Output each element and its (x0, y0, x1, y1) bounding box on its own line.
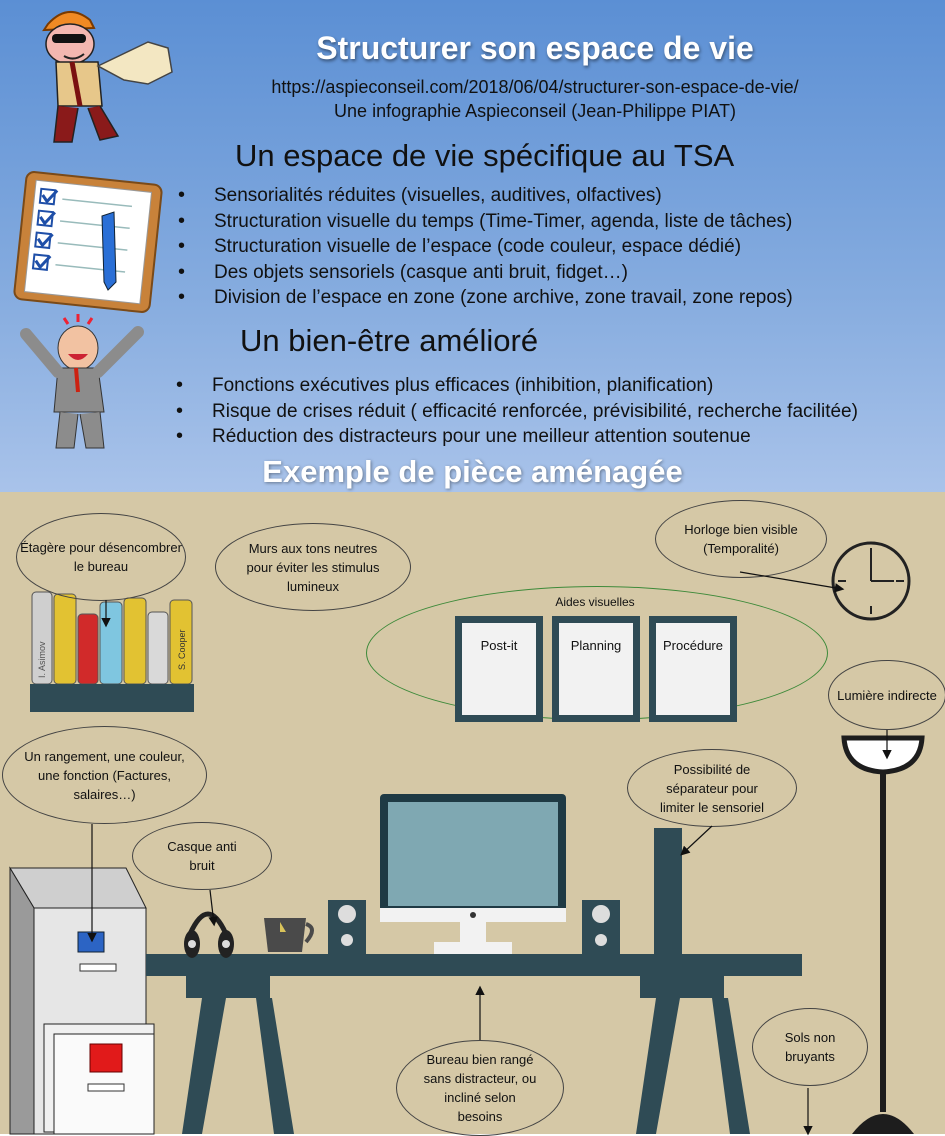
source-url[interactable]: https://aspieconseil.com/2018/06/04/structurer-son-espace-de-vie/ (271, 77, 799, 97)
bubble-walls: Murs aux tons neutres pour éviter les stimulus lumineux (215, 523, 411, 611)
list-item: • Réduction des distracteurs pour une meilleur attention soutenue (176, 424, 858, 450)
list-item: • Structuration visuelle de l’espace (code couleur, espace dédié) (178, 234, 793, 260)
bubble-storage: Un rangement, une couleur, une fonction (Factures, salaires…) (2, 726, 207, 824)
frame-postit: Post-it (455, 616, 543, 722)
bubble-clock: Horloge bien visible (Temporalité) (655, 500, 827, 578)
frame-planning: Planning (552, 616, 640, 722)
example-title: Exemple de pièce aménagée (262, 454, 683, 489)
bubble-headset: Casque anti bruit (132, 822, 272, 890)
bubble-light: Lumière indirecte (828, 660, 945, 730)
list-item: • Risque de crises réduit ( efficacité renforcée, prévisibilité, recherche facilitée) (176, 399, 858, 425)
visual-aids-title: Aides visuelles (555, 595, 635, 609)
bubble-separator: Possibilité de séparateur pour limiter le sensoriel (627, 749, 797, 827)
list-item: • Des objets sensoriels (casque anti bruit, fidget…) (178, 260, 793, 286)
frame-procedure: Procédure (649, 616, 737, 722)
list-item: • Fonctions exécutives plus efficaces (inhibition, planification) (176, 373, 858, 399)
credit-line: Une infographie Aspieconseil (Jean-Philippe PIAT) (334, 101, 736, 121)
bubble-shelf: Étagère pour désencombrer le bureau (16, 513, 186, 601)
book-spine-label: I. Asimov (37, 641, 47, 678)
list-item: • Division de l’espace en zone (zone archive, zone travail, zone repos) (178, 285, 793, 311)
book-spine-label: S. Cooper (177, 629, 187, 670)
bubble-desk: Bureau bien rangé sans distracteur, ou incliné selon besoins (396, 1040, 564, 1136)
list-item: • Structuration visuelle du temps (Time-Timer, agenda, liste de tâches) (178, 209, 793, 235)
bubble-floor: Sols non bruyants (752, 1008, 868, 1086)
section1-title: Un espace de vie spécifique au TSA (235, 138, 735, 173)
list-item: • Sensorialités réduites (visuelles, auditives, olfactives) (178, 183, 793, 209)
page-title: Structurer son espace de vie (316, 30, 754, 66)
section2-title: Un bien-être amélioré (240, 323, 539, 358)
